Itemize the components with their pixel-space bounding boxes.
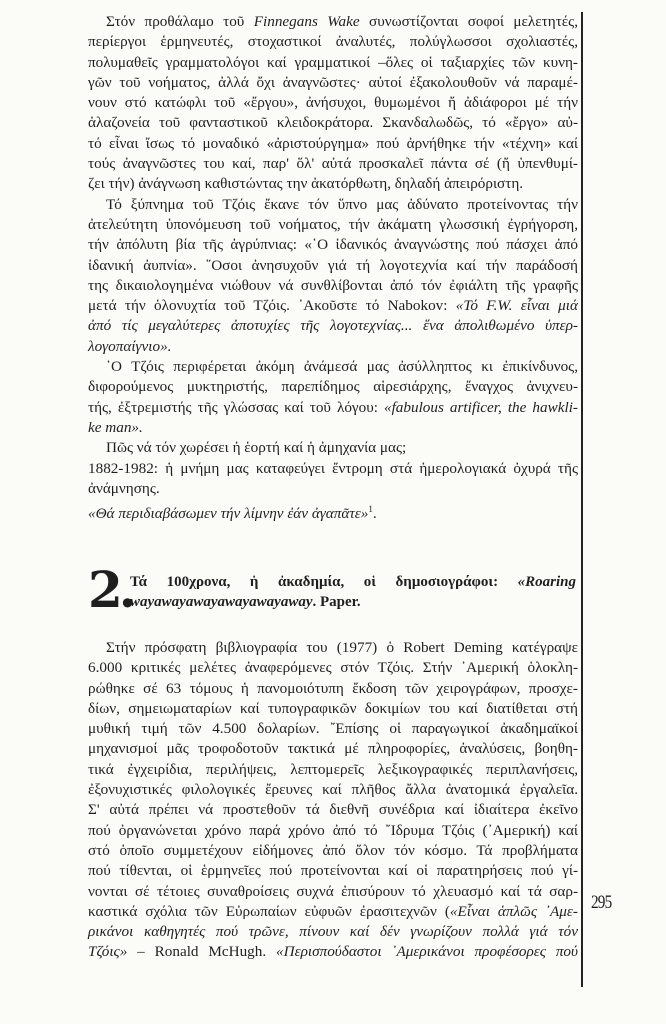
text-run: μετά τήν ὁλονυχτία τοῦ Τζόις. ᾿Ακοῦστε τό Nabokov: — [88, 297, 456, 315]
text-line — [88, 32, 578, 52]
text-run: καστικά σχόλια τῶν Εὐρωπαίων εὐφυῶν ἐρασιτεχνῶν ( — [88, 902, 450, 920]
text-run: ῾Ο Τζόις περιφέρεται ἀκόμη ἀνάμεσά μας ἀσύλληπτος κι ἐπικίνδυνος, — [106, 358, 578, 376]
text-line — [88, 739, 578, 759]
text-run: . Paper. — [312, 594, 361, 610]
text-line — [88, 861, 578, 881]
text-run: συνωστίζονται σοφοί μελετητές, — [359, 13, 578, 30]
text-run: Τά 100χρονα, ἡ ἀκαδημία, οἱ δημοσιογράφοι: — [130, 574, 518, 590]
section-heading — [88, 560, 578, 619]
text-run: δίων, σημειωματαρίων καί τυπογραφικῶν δοκιμίων του καί διατίθεται στή — [88, 699, 578, 717]
text-run: ἐξονυχιστικές φιλολογικές ἔρευνες καί πλῆθος ἄλλα ἀνατομικά ἐργαλεῖα. — [88, 781, 578, 799]
text-line — [88, 276, 578, 296]
italic-text: ρικάνοι καθηγητές πού τρῶνε, πίνουν καί δέν γνωρίζουν πολλά γιά τόν — [88, 923, 578, 941]
text-line — [88, 174, 578, 194]
italic-text: wayawayawayawayawayaway — [130, 594, 313, 610]
italic-text: «Περισπούδαστοι ᾿Αμερικάνοι προφέσορες πού — [276, 943, 578, 961]
text-line — [88, 154, 578, 174]
italic-text: «Εἶναι ἁπλῶς ᾿Αμε- — [449, 902, 578, 920]
text-run: ζει τήν) ἀνάγνωση καθιστώντας την ἀκατόρθωτη, δηλαδή ἀπειρόριστη. — [88, 175, 524, 193]
footnote-marker: 1 — [368, 504, 373, 515]
text-line — [88, 942, 578, 962]
page-number: 295 — [591, 892, 612, 913]
text-line — [130, 592, 576, 612]
text-run: Στόν προθάλαμο τοῦ — [106, 13, 254, 30]
text-run: τούς ἀναγνῶστες του καί, παρ' ὅλ' αὐτά προσκαλεῖ πάντα σέ (ἤ ὑπενθυμί- — [88, 155, 578, 173]
text-line — [88, 12, 578, 32]
text-line — [88, 658, 578, 678]
text-line — [88, 398, 578, 418]
text-line — [88, 902, 578, 922]
body-section-1 — [88, 12, 578, 523]
text-line — [88, 638, 578, 658]
text-line — [88, 316, 578, 336]
text-line — [88, 459, 578, 479]
text-line — [88, 53, 578, 73]
section-title — [130, 572, 576, 612]
text-line — [88, 113, 578, 133]
text-run: ἀνάμνησης. — [88, 479, 160, 497]
margin-rule — [581, 12, 583, 987]
text-line — [88, 679, 578, 699]
text-line — [88, 337, 578, 357]
text-run: 6.000 κριτικές μελέτες ἀναφερόμενες στόν Τζόις. Στήν ᾿Αμερική ὁλοκλη- — [88, 659, 578, 677]
text-run: στό ὁποῖο συμμετέχουν εἰδήμονες ἀπό ὅλον τόν κόσμο. Τά προβλήματα — [88, 841, 578, 859]
text-run: γῶν τοῦ νοήματος, ἀλλά ὄχι ἀναγνῶστες· αὐτοί ἐξακολουθοῦν νά παραμέ- — [88, 73, 578, 91]
text-line — [88, 256, 578, 276]
text-run: Πῶς νά τόν χωρέσει ἡ ἑορτή καί ἡ ἀμηχανία μας; — [106, 439, 407, 457]
text-line — [88, 719, 578, 739]
text-run: τήν ἀπόλυτη βία τῆς ἀγρύπνιας: «῾Ο ἰδανικός ἀναγνώστης πού πάσχει ἀπό — [88, 236, 578, 254]
italic-text: λογοπαίγνιο». — [88, 337, 172, 355]
italic-text: «Τό F.W. εἶναι μιά — [455, 297, 578, 315]
text-run: πού τίθενται, οἱ ἑρμηνεῖες πού προτείνονται καί οἱ παρατηρήσεις πού γί- — [88, 862, 578, 880]
text-line — [88, 438, 578, 458]
text-line — [88, 499, 578, 523]
text-run: 1882-1982: ἡ μνήμη μας καταφεύγει ἔντρομη στά ἡμερολογιακά ὀχυρά τῆς — [88, 459, 578, 477]
text-line — [88, 760, 578, 780]
text-run: νονται σέ τέτοιες συναθροίσεις συχνά ἐπισύρουν τό χλευασμό καί τά σαρ- — [88, 882, 578, 900]
text-run: μυθική τιμή τῶν 4.500 δολαρίων. ῎Επίσης οἱ παραγωγικοί ἀκαδημαϊκοί — [88, 720, 578, 738]
text-line — [88, 821, 578, 841]
text-line — [88, 922, 578, 942]
text-line — [88, 377, 578, 397]
text-run: τό εἶναι ἴσως τό μοναδικό «ἀριστούργημα» πού ἀρνήθηκε τήν «τέχνη» καί — [88, 134, 578, 152]
italic-text: Finnegans Wake — [253, 13, 360, 30]
text-run: περίεργοι ἑρμηνευτές, στοχαστικοί ἀναλυτές, πολύγλωσσοι σχολιαστές, — [88, 33, 578, 51]
italic-text: ke man». — [88, 418, 143, 436]
italic-text: ἀπό τίς μεγαλύτερες ἀποτυχίες τῆς λογοτεχνίας... ἕνα ἀπολιθωμένο ὑπερ- — [88, 317, 578, 335]
text-run: Τό ξύπνημα τοῦ Τζόις ἔκανε τόν ὕπνο μας ἀδύνατο προτείνοντας τήν — [106, 195, 578, 213]
text-line — [88, 134, 578, 154]
text-run: τής, ἐξτρεμιστής τῆς γλώσσας καί τοῦ λόγου: — [88, 398, 384, 416]
italic-text: «Roaring — [517, 574, 576, 590]
text-run: ρώθηκε σέ 63 τόμους ἡ πανομοιότυπη ἔκδοση τῶν χειρογράφων, προσχε- — [88, 679, 578, 697]
text-run: ἰδανική ἀυπνία». ῞Οσοι ἀνησυχοῦν γιά τή λογοτεχνία καί τήν παράδοσή — [88, 256, 578, 274]
text-run: μηχανισμοί μᾶς τροφοδοτοῦν τακτικά μέ πληροφορίες, ἀναλύσεις, βοηθη- — [88, 740, 578, 758]
text-run: διφορούμενος μυκτηριστής, παρεπίδημος αἱρεσιάρχης, ἔναγχος ἀνιχνευ- — [88, 378, 578, 396]
body-section-2 — [88, 638, 578, 963]
section-number: 2. — [88, 560, 133, 619]
text-run: νουν στό κατώφλι τοῦ «ἔργου», ἀνήσυχοι, θυμωμένοι ἤ ἀδιάφοροι μέ τήν — [88, 94, 578, 112]
text-line — [88, 215, 578, 235]
italic-text: Τζόις» — [88, 943, 128, 961]
text-line — [88, 357, 578, 377]
text-line — [88, 882, 578, 902]
text-line — [88, 93, 578, 113]
text-run: πολυμαθεῖς γραμματολόγοι καί γραμματικοί –ὅλες οἱ ταξιαρχίες τῶν κυνη- — [88, 53, 578, 71]
text-line — [88, 699, 578, 719]
text-run: Στήν πρόσφατη βιβλιογραφία του (1977) ὁ Robert Deming κατέγραψε — [106, 639, 578, 656]
text-line — [88, 841, 578, 861]
text-run: Σ' αὐτά πρέπει νά προστεθοῦν τά διεθνῆ συνέδρια καί ἰδιαίτερα ἐκεῖνο — [88, 801, 578, 819]
text-line — [88, 195, 578, 215]
text-line — [88, 800, 578, 820]
text-run: τικά ἐγχειρίδια, περιλήψεις, λεπτομερεῖς λεξικογραφικές περιπλανήσεις, — [88, 760, 578, 778]
text-line — [130, 572, 576, 592]
italic-text: «fabulous artificer, the hawkli- — [383, 398, 578, 416]
text-line — [88, 73, 578, 93]
text-run: πού ὀργανώνεται χρόνο παρά χρόνο ἀπό τό ῎Ιδρυμα Τζόις (᾿Αμερική) καί — [88, 821, 578, 839]
text-run: – Ronald McHugh. — [127, 943, 277, 961]
text-line — [88, 418, 578, 438]
text-run: . — [372, 505, 377, 523]
text-line — [88, 235, 578, 255]
text-line — [88, 780, 578, 800]
italic-text: «Θά περιδιαβάσωμεν τήν λίμνην ἐάν ἀγαπᾶτε» — [88, 505, 369, 523]
text-line — [88, 296, 578, 316]
text-run: της δικαιολογημένα νιώθουν νά συνθλίβονται ἀπό τόν ἐφιάλτη τῆς γραφῆς — [88, 276, 578, 294]
text-run: ἀτελεύτητη ὑπονόμευση τοῦ νοήματος, τήν ἀκάματη γλωσσική ἐγρήγορση, — [88, 215, 578, 233]
text-run: ἀλαζονεία τοῦ φανταστικοῦ κλειδοκράτορα. Σκανδαλωδῶς, τό «ἔργο» αὐ- — [88, 114, 578, 132]
text-line — [88, 479, 578, 499]
